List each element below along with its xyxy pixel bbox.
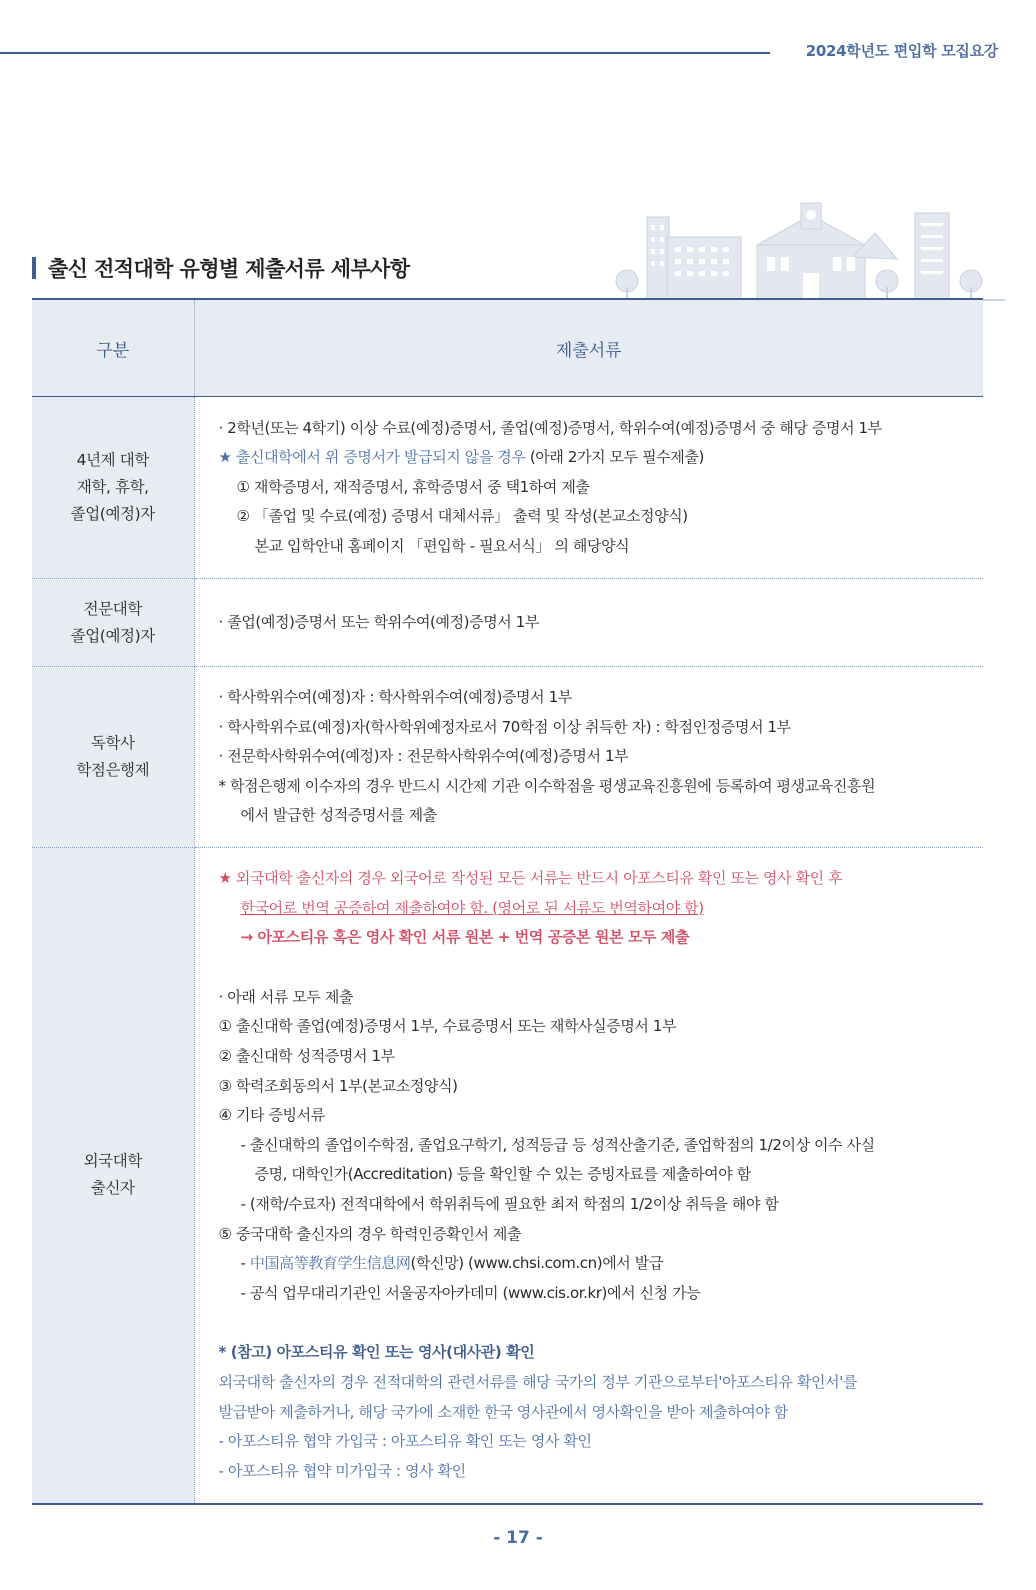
doc-line: ② 「졸업 및 수료(예정) 증명서 대체서류」 출력 및 작성(본교소정양식) <box>236 507 688 526</box>
category-line: 졸업(예정)자 <box>70 505 155 523</box>
doc-line <box>219 1249 974 1279</box>
doc-line: 본교 입학안내 홈페이지 「편입학 - 필요서식」 의 해당양식 <box>254 536 630 555</box>
doc-note: (아래 2가지 모두 필수제출) <box>525 448 704 467</box>
category-line: 전문대학 <box>83 599 142 618</box>
doc-note-blue: ★ 출신대학에서 위 증명서가 발급되지 않을 경우 <box>218 448 526 467</box>
doc-reference-line: 발급받아 제출하거나, 해당 국가에 소재한 한국 영사관에서 영사확인을 받아 제출하여야 함 <box>218 1402 788 1421</box>
documents-cell <box>194 667 983 848</box>
category-line: 졸업(예정)자 <box>70 626 155 645</box>
table-header-row <box>32 299 983 397</box>
doc-line: ① 재학증명서, 재적증명서, 휴학증명서 중 택1하여 제출 <box>236 477 590 496</box>
header-title: 2024학년도 편입학 모집요강 <box>805 42 998 60</box>
category-cell <box>32 667 194 848</box>
doc-line: · 2학년(또는 4학기) 이상 수료(예정)증명서, 졸업(예정)증명서, 학위수여(예정)증명서 중 해당 증명서 1부 <box>218 418 882 437</box>
doc-line: ③ 학력조회동의서 1부(본교소정양식) <box>218 1076 458 1095</box>
documents-table <box>32 298 983 1505</box>
doc-line: - 공식 업무대리기관인 서울공자아카데미 (www.cis.or.kr)에서 신청 가능 <box>240 1283 701 1302</box>
doc-warning-bold: → 아포스티유 혹은 영사 확인 서류 원본 + 번역 공증본 원본 모두 제출 <box>240 928 690 947</box>
doc-line: ① 출신대학 졸업(예정)증명서 1부, 수료증명서 또는 재학사실증명서 1부 <box>218 1017 677 1036</box>
doc-line: 증명, 대학인가(Accreditation) 등을 확인할 수 있는 증빙자료를 제출하여야 함 <box>254 1165 751 1184</box>
doc-reference-line: 외국대학 출신자의 경우 전적대학의 관련서류를 해당 국가의 정부 기관으로부터'아포스티유 확인서'를 <box>218 1373 858 1392</box>
spacer <box>219 1308 974 1338</box>
category-line: 외국대학 <box>83 1152 142 1171</box>
doc-line: ⑤ 중국대학 출신자의 경우 학력인증확인서 제출 <box>218 1224 522 1243</box>
doc-line <box>219 443 974 473</box>
col-header-documents: 제출서류 <box>194 299 983 397</box>
doc-line: · 학사학위수료(예정)자(학사학위예정자로서 70학점 이상 취득한 자) : 학점인정증명서 1부 <box>218 717 791 736</box>
doc-line: * 학점은행제 이수자의 경우 반드시 시간제 기관 이수학점을 평생교육진흥원에 등록하여 평생교육진흥원 <box>218 776 876 795</box>
doc-chinese-site-name: 中国高等教育学生信息网 <box>249 1254 411 1273</box>
documents-cell <box>194 397 983 579</box>
header-rule <box>0 52 770 54</box>
category-line: 독학사 <box>90 734 135 752</box>
doc-dash: - <box>240 1254 250 1273</box>
category-line: 4년제 대학 <box>76 451 149 469</box>
category-line: 재학, 휴학, <box>76 478 149 496</box>
doc-reference-title: * (참고) 아포스티유 확인 또는 영사(대사관) 확인 <box>218 1343 535 1362</box>
doc-line: · 졸업(예정)증명서 또는 학위수여(예정)증명서 1부 <box>218 612 540 631</box>
doc-line: - (재학/수료자) 전적대학에서 학위취득에 필요한 최저 학점의 1/2이상 취득을 해야 함 <box>240 1195 779 1214</box>
doc-reference-line: - 아포스티유 협약 가입국 : 아포스티유 확인 또는 영사 확인 <box>218 1432 592 1451</box>
section-title <box>32 253 410 283</box>
section-title-text: 출신 전적대학 유형별 제출서류 세부사항 <box>48 257 410 281</box>
doc-line: · 학사학위수여(예정)자 : 학사학위수여(예정)증명서 1부 <box>218 688 572 707</box>
campus-buildings-illustration <box>615 195 1005 303</box>
spacer <box>219 953 974 983</box>
doc-line: - 출신대학의 졸업이수학점, 졸업요구학기, 성적등급 등 성적산출기준, 졸업학점의 1/2이상 이수 사실 <box>240 1135 875 1154</box>
doc-warning-underlined: 한국어로 번역 공증하여 제출하여야 함. (영어로 된 서류도 번역하여야 함) <box>240 898 704 917</box>
category-cell <box>32 397 194 579</box>
documents-cell <box>194 579 983 667</box>
doc-text: (학신망) (www.chsi.com.cn)에서 발급 <box>410 1254 663 1273</box>
table-row <box>32 397 983 579</box>
table-row <box>32 579 983 667</box>
doc-line: · 아래 서류 모두 제출 <box>218 987 354 1006</box>
category-cell <box>32 579 194 667</box>
table-row <box>32 667 983 848</box>
doc-line: · 전문학사학위수여(예정)자 : 전문학사학위수여(예정)증명서 1부 <box>218 747 629 766</box>
page-number: - 17 - <box>493 1528 543 1548</box>
documents-cell <box>194 848 983 1504</box>
doc-line: 에서 발급한 성적증명서를 제출 <box>240 806 437 825</box>
category-line: 출신자 <box>90 1179 135 1198</box>
doc-reference-line: - 아포스티유 협약 미가입국 : 영사 확인 <box>218 1461 466 1480</box>
col-header-category: 구분 <box>32 299 194 397</box>
table-row <box>32 848 983 1504</box>
section-title-bar <box>32 257 36 279</box>
doc-line: ④ 기타 증빙서류 <box>218 1106 325 1125</box>
category-cell <box>32 848 194 1504</box>
category-line: 학점은행제 <box>76 761 150 779</box>
doc-line: ② 출신대학 성적증명서 1부 <box>218 1047 395 1066</box>
doc-warning: ★ 외국대학 출신자의 경우 외국어로 작성된 모든 서류는 반드시 아포스티유 확인 또는 영사 확인 후 <box>218 869 843 888</box>
